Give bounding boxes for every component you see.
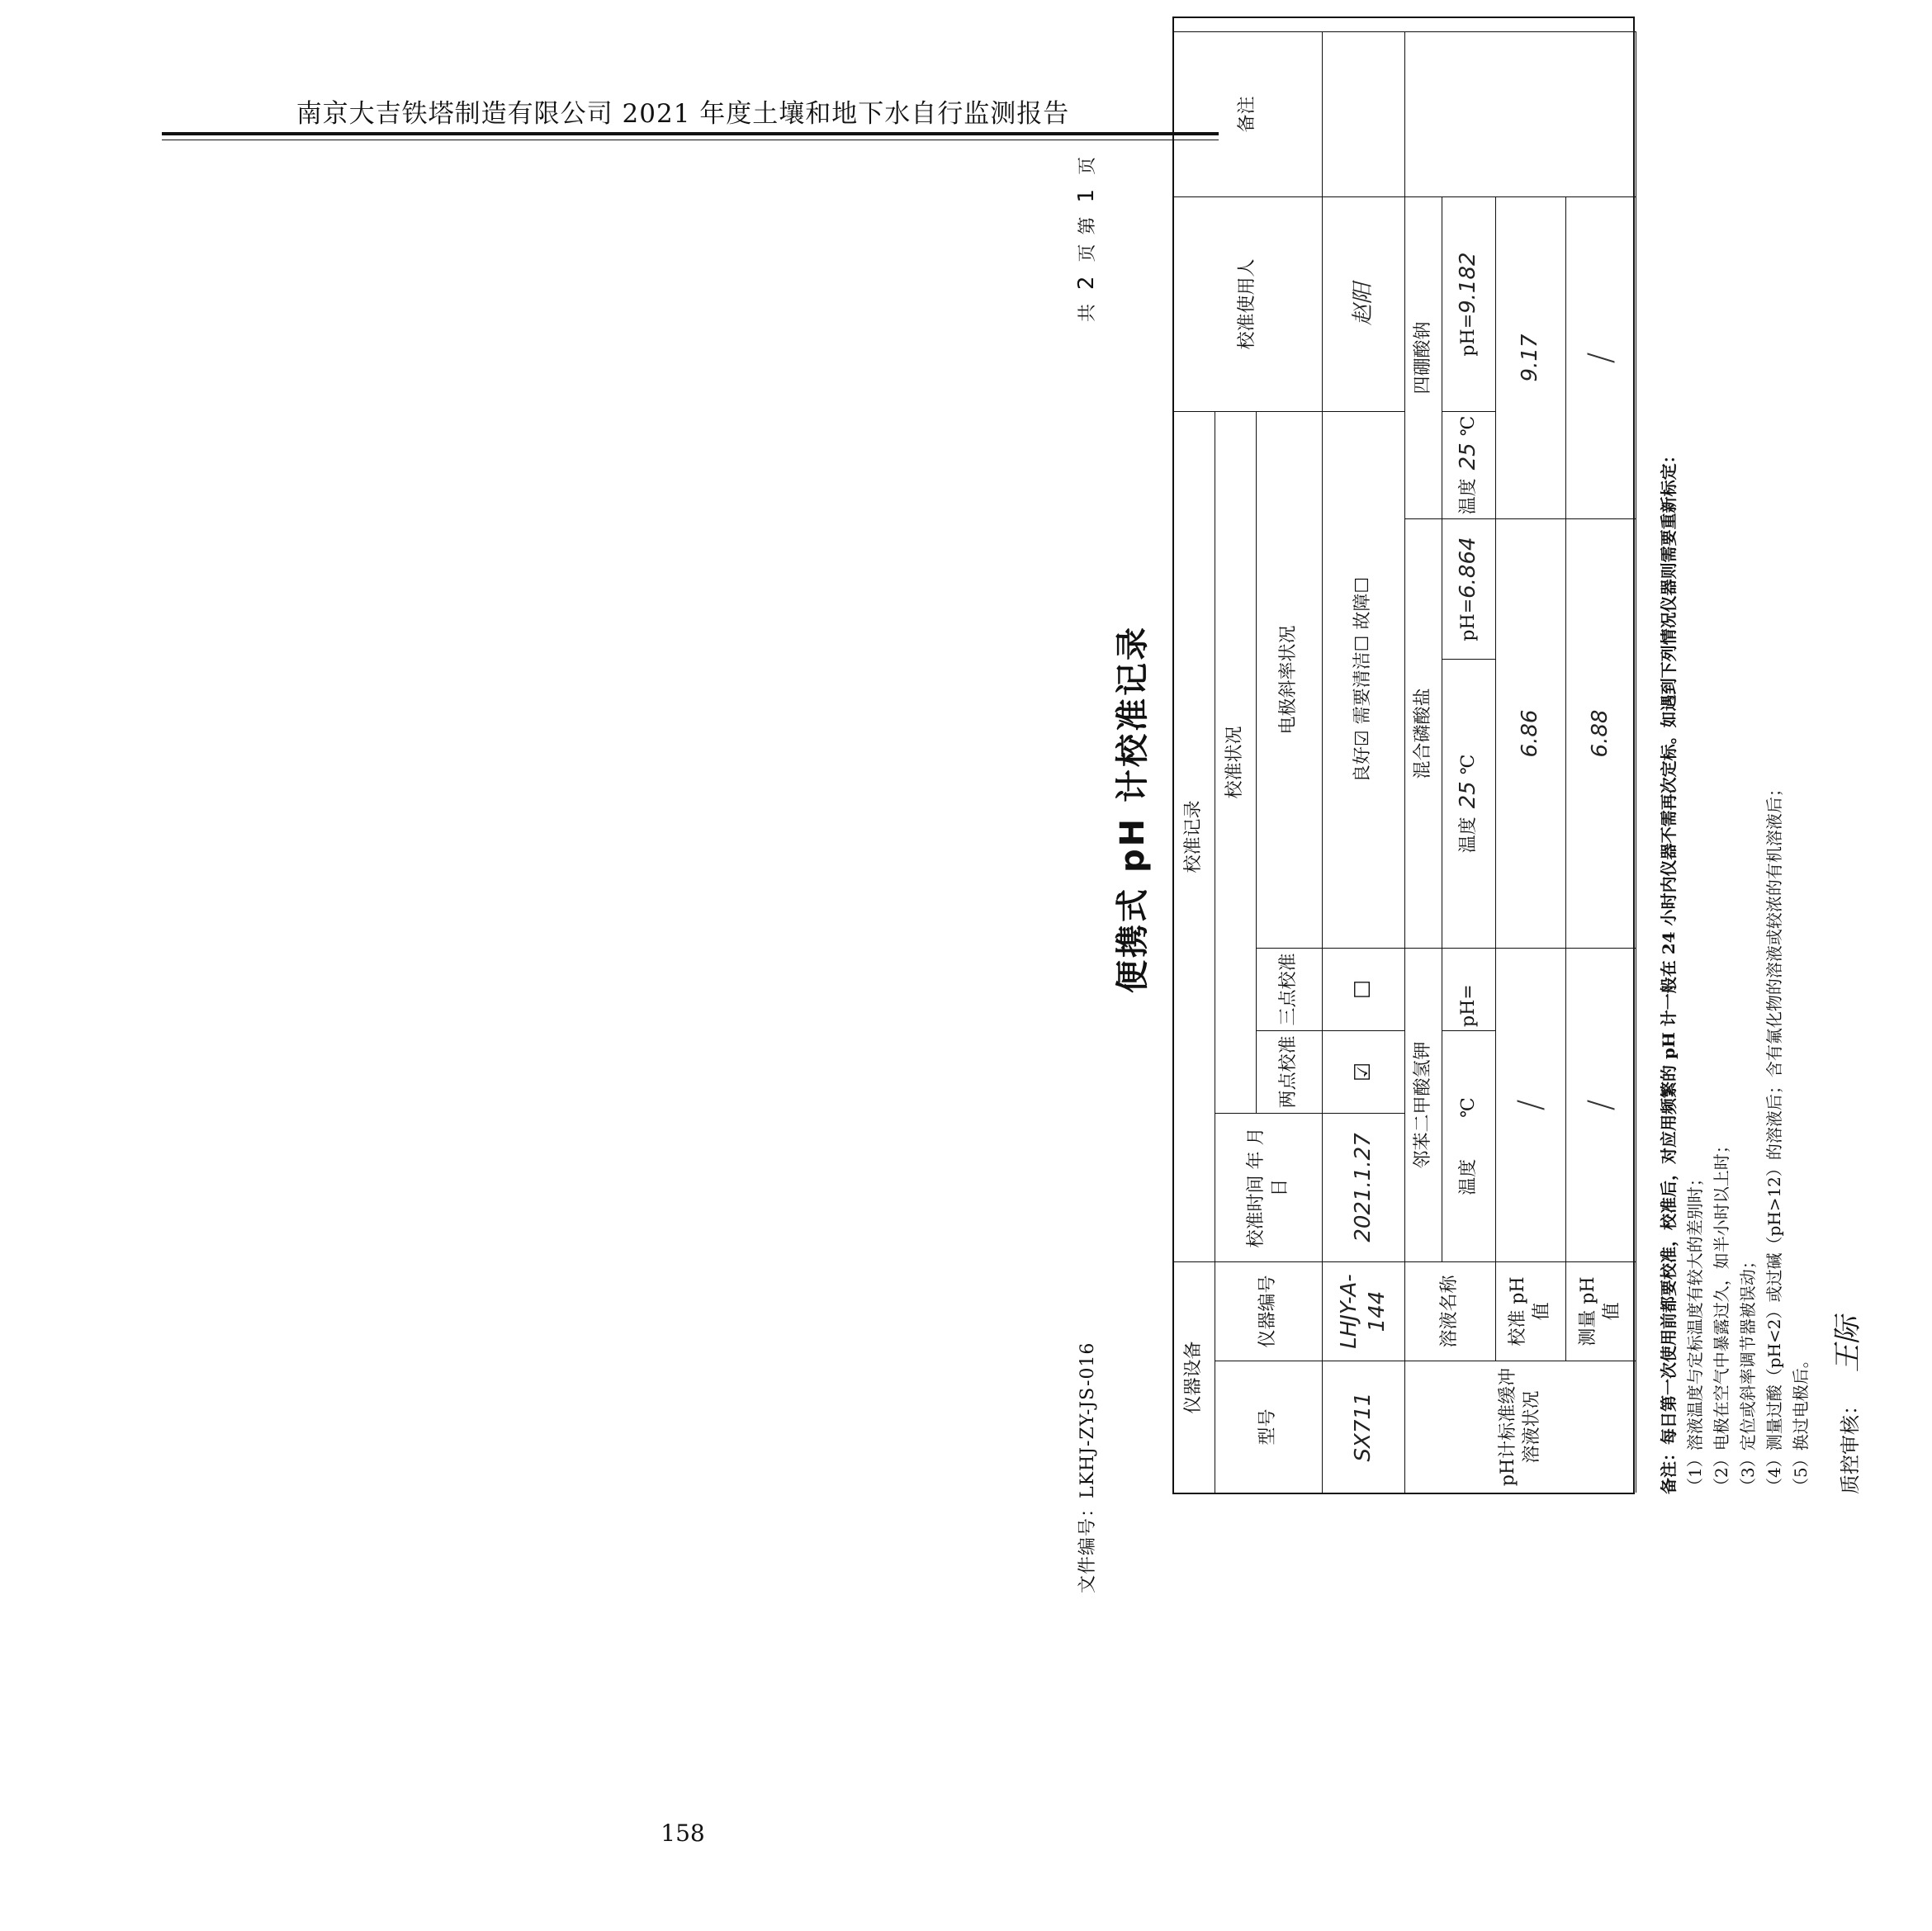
header-user: 校准使用人 [1174, 196, 1323, 411]
solution-2-ph [1442, 518, 1496, 659]
header-calib-status: 校准状况 [1215, 411, 1257, 1113]
header-remark: 备注 [1174, 31, 1323, 196]
solution-2-ph-value: 6.864 [1456, 537, 1481, 599]
remark-value [1323, 31, 1405, 196]
header-three-point: 三点校准 [1257, 948, 1323, 1030]
solution-3-ph-value: 9.182 [1456, 252, 1481, 314]
notes-lead: 备注：每日第一次使用前都要校准，校准后，对应用频繁的 pH 计一般在 24 小时内仪器不需再次定标。如遇到下列情况仪器则需要重新标定： [1659, 447, 1679, 1494]
page-count [1073, 155, 1099, 322]
calibration-form [1057, 25, 1932, 1593]
note-item: （2）电极在空气中暴露过久，如半小时以上时； [1712, 1137, 1731, 1494]
buffer-status-label: pH计标准缓冲溶液状况 [1405, 1361, 1636, 1493]
deg-c: ℃ [1457, 1097, 1479, 1118]
notes [1655, 17, 1814, 1494]
user-signature: 赵阳 [1323, 196, 1405, 411]
qc-signature: 王际 [1831, 1316, 1864, 1373]
solution-2-temp [1442, 659, 1496, 948]
header-instrument-no: 仪器编号 [1215, 1261, 1323, 1361]
solution-2-temp-value: 25 [1456, 781, 1481, 809]
solution-1-calib-ph: / [1496, 948, 1566, 1261]
temp-label: 温度 [1457, 478, 1479, 515]
header-equipment: 仪器设备 [1174, 1261, 1215, 1493]
qc-review [1825, 1316, 1865, 1494]
header-calib-time: 校准时间 年 月 日 [1215, 1113, 1323, 1261]
solution-3-ph [1442, 196, 1496, 411]
pages-total-prefix: 共 [1077, 301, 1098, 322]
header-electrode: 电极斜率状况 [1257, 411, 1323, 948]
header-two-point: 两点校准 [1257, 1030, 1323, 1113]
temp-label: 温度 [1457, 1158, 1479, 1195]
page-header-title: 南京大吉铁塔制造有限公司 2021 年度土壤和地下水自行监测报告 [296, 99, 1070, 129]
pages-suffix: 页 [1077, 154, 1098, 175]
electrode-status-value: 良好☑ 需要清洁☐ 故障☐ [1323, 411, 1405, 948]
temp-label: 温度 [1457, 816, 1479, 854]
remark-buffer [1405, 31, 1636, 196]
ph-label: pH= [1457, 313, 1479, 357]
model-value: SX711 [1323, 1361, 1405, 1493]
solution-name-label: 溶液名称 [1405, 1261, 1496, 1361]
solution-2-measured-ph: 6.88 [1566, 518, 1636, 948]
solution-3-temp [1442, 411, 1496, 518]
solution-1-measured-ph: / [1566, 948, 1636, 1261]
calib-ph-label: 校准 pH 值 [1496, 1261, 1566, 1361]
instrument-no-value: LHJY-A-144 [1323, 1261, 1405, 1361]
solution-3-measured-ph: / [1566, 196, 1636, 518]
file-number: 文件编号：LKHJ-ZY-JS-016 [1077, 1342, 1098, 1593]
page-number: 158 [661, 1820, 705, 1847]
solution-1-temp [1442, 1030, 1496, 1261]
note-item: （5）换过电极后。 [1791, 1351, 1811, 1494]
note-item: （1）溶液温度与定标温度有较大的差别时； [1685, 1170, 1705, 1494]
solution-3-name: 四硼酸钠 [1405, 196, 1442, 518]
solution-1-ph: pH= [1442, 948, 1496, 1030]
header-model: 型号 [1215, 1361, 1323, 1493]
deg-c: ℃ [1457, 754, 1479, 775]
pages-mid: 页 第 [1077, 215, 1098, 263]
header-calib-record: 校准记录 [1174, 411, 1215, 1261]
solution-3-temp-value: 25 [1456, 443, 1481, 471]
note-item: （4）测量过酸（pH<2）或过碱（pH>12）的溶液后；含有氟化物的溶液或较浓的有机溶液后； [1764, 780, 1784, 1494]
calib-date-value: 2021.1.27 [1323, 1113, 1405, 1261]
pages-current: 1 [1074, 187, 1099, 203]
form-title: 便携式 pH 计校准记录 [1114, 625, 1152, 993]
solution-3-calib-ph: 9.17 [1496, 196, 1566, 518]
qc-review-label: 质控审核： [1839, 1395, 1862, 1494]
solution-2-calib-ph: 6.86 [1496, 518, 1566, 948]
measured-ph-label: 测量 pH 值 [1566, 1261, 1636, 1361]
calibration-table [1172, 17, 1635, 1494]
solution-1-name: 邻苯二甲酸氢钾 [1405, 948, 1442, 1261]
ph-label: pH= [1457, 598, 1479, 641]
solution-2-name: 混合磷酸盐 [1405, 518, 1442, 948]
two-point-checkbox: ☑ [1323, 1030, 1405, 1113]
three-point-checkbox: ☐ [1323, 948, 1405, 1030]
pages-total: 2 [1074, 274, 1099, 290]
deg-c: ℃ [1457, 415, 1479, 437]
note-item: （3）定位或斜率调节器被误动； [1738, 1252, 1758, 1494]
